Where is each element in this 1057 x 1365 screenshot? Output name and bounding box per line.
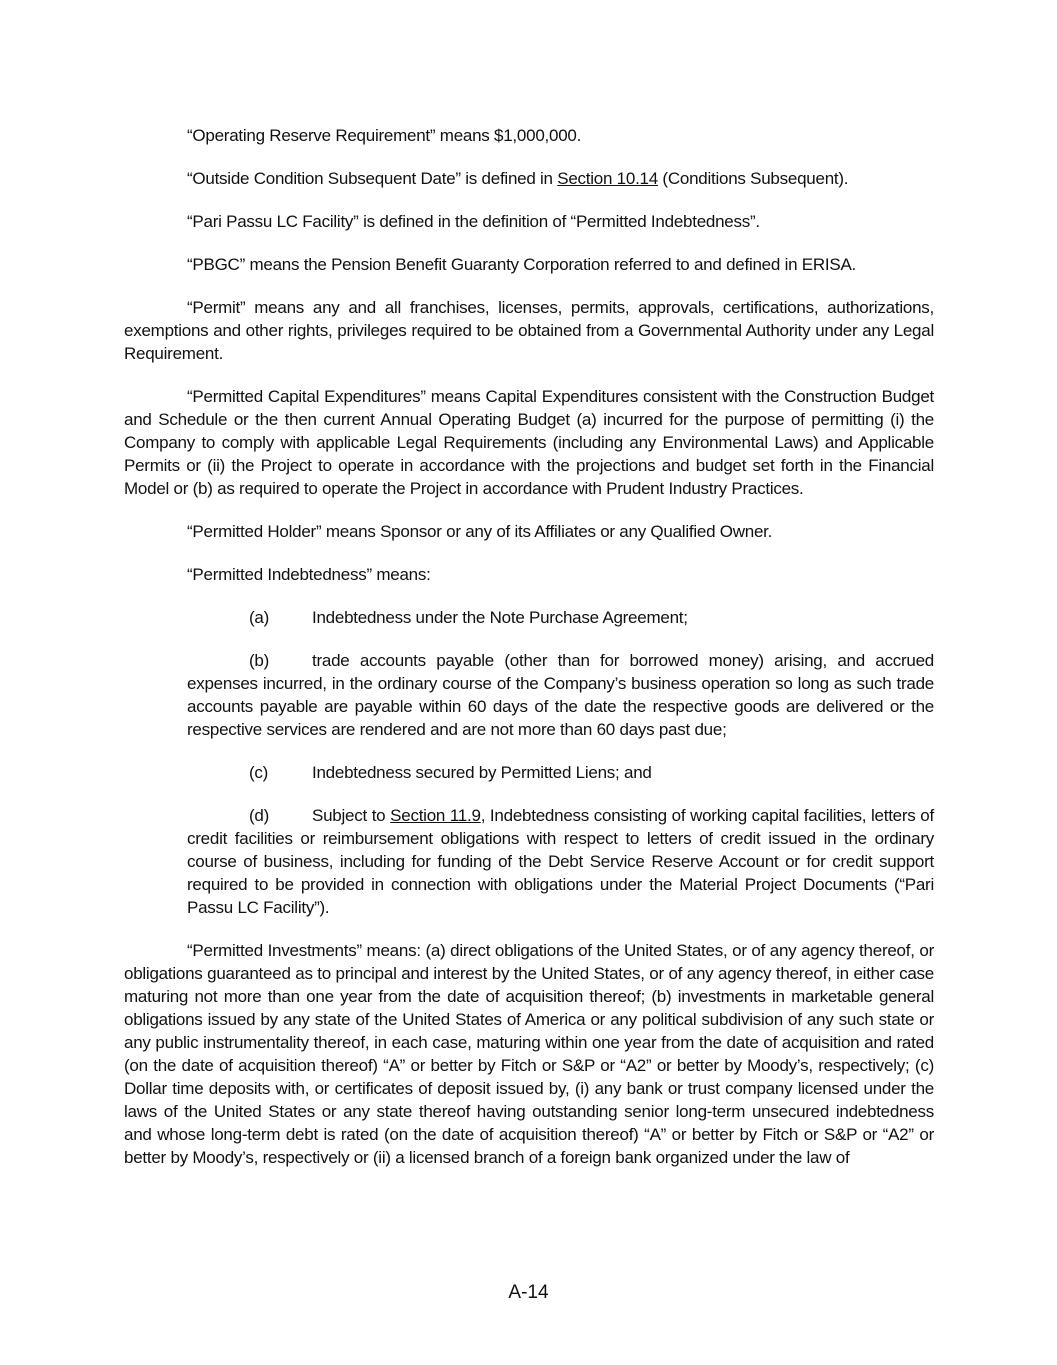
list-marker: (c) bbox=[249, 763, 269, 782]
item-text: Subject to bbox=[312, 806, 391, 825]
def-outside-condition-subsequent-date bbox=[124, 167, 934, 190]
item-text: , Indebtedness consisting of working capital facilities, letters of credit facilities or reimbursement obligations with respect to letters of credit issued in the ordinary course of business, including for funding of the Debt Service Reserve Account or for credit support required to be provided in connection with obligations under the Material Project Documents (“Pari Passu LC Facility”). bbox=[187, 806, 934, 917]
permitted-indebtedness-item-b bbox=[187, 649, 934, 741]
item-text: Indebtedness secured by Permitted Liens; and bbox=[312, 763, 652, 782]
def-pbgc: “PBGC” means the Pension Benefit Guaranty Corporation referred to and defined in ERISA. bbox=[187, 255, 857, 274]
section-10-14-link[interactable]: Section 10.14 bbox=[557, 169, 658, 188]
def-permitted-investments: “Permitted Investments” means: (a) direct obligations of the United States, or of any agency thereof, or obligations guaranteed as to principal and interest by the United States, or of any agency thereof, in either case maturing not more than one year from the date of acquisition thereof; (b) investments in marketable general obligations issued by any state of the United States of America or any political subdivision of any such state or any public instrumentality thereof, in each case, maturing within one year from the date of acquisition and rated (on the date of acquisition thereof) “A” or better by Fitch or S&P or “A2” or better by Moody’s, respectively; (c) Dollar time deposits with, or certificates of deposit issued by, (i) any bank or trust company licensed under the laws of the United States or any state thereof having outstanding senior long-term unsecured indebtedness and whose long-term debt is rated (on the date of acquisition thereof) “A” or better by Fitch or S&P or “A2” or better by Moody’s, respectively or (ii) a licensed branch of a foreign bank organized under the law of bbox=[124, 941, 934, 1167]
item-text: Indebtedness under the Note Purchase Agreement; bbox=[312, 608, 688, 627]
list-marker: (d) bbox=[249, 806, 270, 825]
permitted-indebtedness-item-c bbox=[187, 761, 934, 784]
list-marker: (b) bbox=[249, 651, 270, 670]
def-operating-reserve-requirement: “Operating Reserve Requirement” means $1,000,000. bbox=[187, 126, 582, 145]
permitted-indebtedness-item-d bbox=[187, 804, 934, 919]
def-permit: “Permit” means any and all franchises, licenses, permits, approvals, certifications, authorizations, exemptions and other rights, privileges required to be obtained from a Governmental Authority under any Legal Requirement. bbox=[124, 298, 934, 363]
def-permitted-indebtedness: “Permitted Indebtedness” means: bbox=[187, 565, 431, 584]
section-11-9-link[interactable]: Section 11.9 bbox=[390, 806, 481, 825]
page-body bbox=[124, 124, 934, 1189]
permitted-indebtedness-item-a bbox=[187, 606, 934, 629]
def-permitted-holder: “Permitted Holder” means Sponsor or any of its Affiliates or any Qualified Owner. bbox=[187, 522, 773, 541]
def-permitted-capital-expenditures: “Permitted Capital Expenditures” means Capital Expenditures consistent with the Construction Budget and Schedule or the then current Annual Operating Budget (a) incurred for the purpose of permitting (i) the Company to comply with applicable Legal Requirements (including any Environmental Laws) and Applicable Permits or (ii) the Project to operate in accordance with the projections and budget set forth in the Financial Model or (b) as required to operate the Project in accordance with Prudent Industry Practices. bbox=[124, 387, 934, 498]
def-text: (Conditions Subsequent). bbox=[657, 169, 849, 188]
list-marker: (a) bbox=[249, 608, 270, 627]
def-pari-passu-lc-facility: “Pari Passu LC Facility” is defined in the definition of “Permitted Indebtedness”. bbox=[187, 212, 760, 231]
def-text: “Outside Condition Subsequent Date” is defined in bbox=[187, 169, 558, 188]
item-text: trade accounts payable (other than for borrowed money) arising, and accrued expenses incurred, in the ordinary course of the Company’s business operation so long as such trade accounts payable are payable within 60 days of the date the respective goods are delivered or the respective services are rendered and are not more than 60 days past due; bbox=[187, 651, 934, 739]
page-number: A-14 bbox=[508, 1282, 549, 1303]
